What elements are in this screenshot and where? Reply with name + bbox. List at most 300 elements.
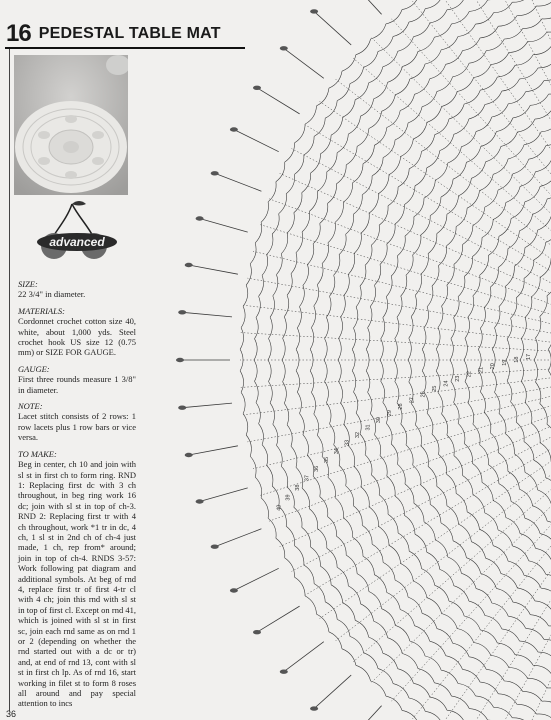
chain-loop [520,641,539,652]
chain-loop [343,100,356,118]
chain-loop [329,71,342,88]
chain-loop [424,307,429,328]
chain-loop [520,172,535,187]
chain-loop [469,601,485,615]
picot-stem [215,529,262,547]
chain-loop [304,565,314,584]
chain-loop [492,371,496,393]
chain-loop [410,64,425,79]
chain-loop [461,573,476,588]
chain-loop [398,37,414,52]
chain-loop [296,371,300,392]
chain-loop [438,306,443,328]
chain-loop [469,0,487,11]
chain-loop [451,381,455,402]
chain-loop [341,296,346,317]
chain-loop [427,107,442,123]
chain-loop [286,174,295,194]
chain-loop [547,185,551,199]
chain-loop [456,208,467,226]
chain-loop [372,475,380,495]
picot-loop [280,670,288,674]
chain-loop [496,588,513,602]
chain-loop [536,158,551,171]
chain-loop [360,434,366,455]
chain-loop [409,9,425,23]
chain-loop [469,657,486,670]
chain-loop [287,274,292,295]
chain-loop [430,697,447,710]
chain-loop [302,488,310,509]
chain-loop [291,446,297,467]
chain-loop [523,692,542,702]
stitch-column [353,58,551,321]
chain-loop [467,512,479,530]
instructions [18,279,136,709]
chain-loop [342,55,356,71]
chain-loop [457,629,474,643]
chain-loop [356,39,371,55]
chain-loop [428,234,437,254]
chain-loop [438,393,443,415]
chain-loop [435,119,449,135]
to-make-label: TO MAKE: [18,448,57,459]
chain-loop [540,296,547,317]
chain-loop [371,681,386,696]
chain-loop [276,162,285,182]
chain-loop [463,38,481,51]
chain-loop [540,173,551,187]
chain-loop [243,285,248,306]
chain-loop [380,360,383,381]
chain-loop [302,173,311,193]
round-label: 31 [365,424,372,431]
chain-loop [424,180,435,198]
chain-loop [267,234,273,255]
chain-loop [485,616,502,629]
chain-loop [250,456,256,477]
chain-loop [437,486,447,505]
chain-loop [397,236,405,256]
chain-loop [331,117,343,135]
chain-loop [329,632,342,649]
picot-loop [310,706,318,710]
chain-loop [310,328,314,350]
chain-loop [447,0,465,10]
chain-loop [388,67,403,83]
chain-loop [526,628,544,639]
chain-loop [472,238,482,257]
round-label: 38 [294,484,301,491]
chain-loop [287,213,294,233]
pattern-title: PEDESTAL TABLE MAT [38,25,221,42]
chain-loop [337,84,350,101]
chain-loop [463,669,481,682]
chain-loop [415,274,421,295]
chain-loop [447,474,457,493]
picot-loop [211,545,219,549]
chain-loop [388,187,398,206]
chain-loop [523,19,542,29]
chain-loop [480,308,485,329]
chain-loop [382,95,396,112]
chain-loop [284,295,288,317]
chain-loop [331,585,343,603]
picot-loop [310,9,318,13]
chain-loop [471,542,485,559]
chain-loop [482,482,493,500]
chain-loop [366,371,370,393]
chain-loop [533,665,551,675]
chain-loop [535,601,551,613]
chain-loop [240,371,243,393]
chain-loop [285,143,295,162]
picot-loop [230,127,238,131]
chain-loop [454,586,469,601]
picot-loop [178,310,186,314]
chain-loop [335,498,343,518]
chain-loop [538,58,551,68]
picot-loop [253,630,261,634]
chain-loop [528,32,547,42]
chain-loop [363,145,374,163]
chain-loop [454,119,469,134]
chain-loop [398,169,409,187]
chain-loop [469,105,485,119]
chain-loop [422,135,435,152]
chain-loop [473,275,480,296]
stitch-column [531,0,551,304]
chain-loop [513,602,530,615]
chain-loop [350,67,364,83]
stitch-column [260,225,551,343]
chain-loop [324,339,327,360]
chain-loop [430,197,441,216]
materials-text: Cordonnet crochet cotton size 40, white, about 1,000 yds. Steel crochet hook US size 12 (0.75 mm) or SIZE FOR GAUGE. [18,316,136,358]
chain-loop [320,135,331,154]
chain-loop [311,154,321,173]
size-text: 22 3/4" in diameter. [18,289,86,300]
chain-loop [303,265,309,286]
chain-loop [409,317,413,339]
chain-loop [346,486,354,506]
chain-loop [542,701,551,710]
chain-loop [474,65,491,78]
chain-loop [325,381,329,402]
chain-loop [304,136,314,155]
chain-loop [395,580,408,597]
chain-loop [435,540,448,557]
chain-loop [413,235,421,255]
chain-loop [302,211,310,232]
chain-loop [348,446,354,467]
chain-loop [454,456,463,476]
chain-loop [318,529,327,549]
chain-loop [468,296,474,317]
chain-loop [320,203,328,223]
chain-loop [537,714,551,720]
chain-loop [547,23,551,32]
chain-loop [411,403,416,424]
chain-loop [508,92,525,104]
round-label: 33 [344,439,351,446]
cherries-icon [32,198,122,262]
chain-loop [325,317,329,338]
chain-loop [305,106,316,124]
chain-loop [343,603,356,621]
chain-loop [524,442,534,461]
chain-loop [243,414,248,435]
chain-loop [374,621,388,638]
chain-loop [506,518,520,534]
picot-stem [189,265,238,274]
chain-loop [378,669,393,684]
chain-loop [546,226,551,242]
chain-loop [449,104,464,119]
picot-loop [196,216,204,220]
chain-loop [453,643,470,657]
chain-loop [342,649,356,666]
round-label: 20 [490,363,497,370]
chain-loop [300,413,305,434]
chain-loop [372,225,380,245]
chain-loop [328,184,337,204]
chain-loop [454,402,460,423]
chain-loop [286,526,295,546]
chain-loop [515,55,533,66]
chain-loop [343,518,352,538]
chain-loop [418,37,434,51]
chain-loop [497,643,515,655]
page-number: 36 [6,709,17,719]
chain-loop [409,151,421,168]
round-label: 17 [526,353,532,360]
chain-loop [313,223,320,243]
chain-loop [380,456,387,477]
chain-loop [434,24,451,37]
chain-loop [476,589,492,603]
picot-stem [284,48,324,78]
chain-loop [442,414,448,435]
chain-loop [314,285,319,306]
chain-loop [353,164,363,183]
chain-loop [378,36,393,51]
chain-loop [272,214,279,234]
chain-loop [542,10,551,19]
chain-loop [476,13,494,24]
chain-loop [476,117,492,131]
chain-loop [538,490,551,506]
chain-loop [317,435,323,456]
stitch-column [412,1,551,313]
stitch-column [392,405,551,702]
chain-loop [456,493,467,511]
chain-loop [261,202,268,222]
chain-loop [395,382,399,403]
round-label: 25 [431,385,438,392]
chain-loop [437,214,447,233]
chain-loop [314,414,319,435]
chain-loop [421,485,430,504]
chain-loop [295,577,306,596]
chain-loop [255,318,259,339]
chain-loop [480,529,494,545]
chain-loop [509,668,528,679]
chain-loop [365,455,372,475]
chain-loop [402,654,418,669]
picot-loop [178,406,186,410]
chain-loop [427,151,440,168]
chain-loop [480,174,494,190]
chain-loop [465,382,470,404]
chain-loop [474,643,491,656]
chain-loop [296,232,303,253]
chain-loop [432,266,439,286]
chain-loop [287,425,292,446]
chain-loop [449,601,464,616]
gauge-text: First three rounds measure 1 3/8" in diameter. [18,374,136,395]
chain-loop [422,371,426,392]
chain-loop [269,317,273,338]
chain-loop [400,610,414,626]
chain-loop [401,424,407,445]
picot-stem [314,11,351,45]
chain-loop [363,556,374,574]
chain-loop [410,641,425,656]
chain-loop [294,193,302,213]
chain-loop [255,222,262,243]
chain-loop [255,477,262,498]
chain-loop [427,286,433,307]
chain-loop [447,710,465,720]
chain-loop [397,296,402,317]
chain-loop [270,296,274,317]
chain-loop [414,683,430,697]
chain-loop [308,244,314,265]
chain-loop [430,10,447,23]
chain-loop [338,360,341,382]
chain-loop [320,566,331,585]
chain-loop [537,0,551,6]
chain-loop [350,636,364,652]
chain-loop [277,445,283,466]
chain-loop [295,546,304,565]
chain-loop [395,123,408,140]
chain-loop [273,424,278,445]
crochet-diagram [140,0,551,720]
chain-loop [356,665,371,681]
picot-loop [185,453,193,457]
chain-loop [246,435,251,456]
chain-loop [484,413,491,433]
chain-loop [442,614,458,629]
chain-loop [282,338,285,360]
chain-loop [291,253,297,274]
left-border-rule [9,49,10,711]
chain-loop [547,688,551,697]
chain-loop [415,425,421,446]
chain-loop [468,403,474,424]
chain-loop [309,509,317,529]
chain-loop [499,286,506,307]
chain-loop [454,245,463,265]
round-label: 22 [466,371,473,378]
chain-loop [427,598,442,614]
chain-loop [535,108,551,120]
chain-loop [353,506,362,526]
chain-loop [415,626,430,642]
chain-loop [262,445,268,466]
chain-loop [530,615,548,626]
chain-loop [481,132,497,147]
stitch-column [253,251,551,346]
picot-stem [348,0,382,14]
chain-loop [506,266,515,286]
chain-loop [255,381,259,402]
chain-loop [259,275,264,296]
chain-loop [504,28,523,39]
chain-loop [478,328,482,349]
chain-loop [272,486,279,506]
chain-loop [317,88,329,106]
chain-loop [317,264,323,285]
chain-loop [506,339,509,360]
stitch-column [280,384,551,546]
chain-loop [421,254,429,275]
chain-loop [504,681,523,692]
chain-loop [338,338,341,360]
chain-loop [387,476,395,496]
chain-loop [494,2,513,13]
chain-loop [511,298,517,318]
chain-loop [495,392,500,413]
chain-loop [328,477,335,497]
chain-loop [408,360,411,382]
chain-loop [418,669,434,683]
project-photo [14,55,128,195]
chain-loop [453,541,466,558]
chain-loop [337,567,348,586]
note-text: Lacet stitch consists of 2 rows: 1 row lacets plus 1 row bars or vice versa. [18,411,136,443]
chain-loop [250,243,256,264]
chain-loop [402,51,418,66]
chain-loop [524,575,541,588]
chain-loop [379,526,390,545]
chain-loop [362,525,372,544]
chain-loop [268,360,271,382]
chain-loop [425,50,441,64]
chain-loop [525,518,540,533]
chain-loop [498,530,513,546]
stitch-column [280,173,551,335]
chain-loop [425,656,441,670]
picot-stem [200,219,248,233]
picot-stem [182,403,232,408]
chain-loop [513,105,530,118]
chain-loop [241,306,245,327]
chain-loop [490,268,498,288]
chain-loop [425,711,442,720]
chain-loop [525,186,540,201]
pattern-number: 16 [6,20,31,47]
chain-loop [339,465,346,485]
chain-loop [254,339,257,360]
picot-loop [176,358,184,362]
note-label: NOTE: [18,401,43,412]
chain-loop [295,124,306,143]
chain-loop [520,534,535,549]
chain-loop [395,496,404,515]
